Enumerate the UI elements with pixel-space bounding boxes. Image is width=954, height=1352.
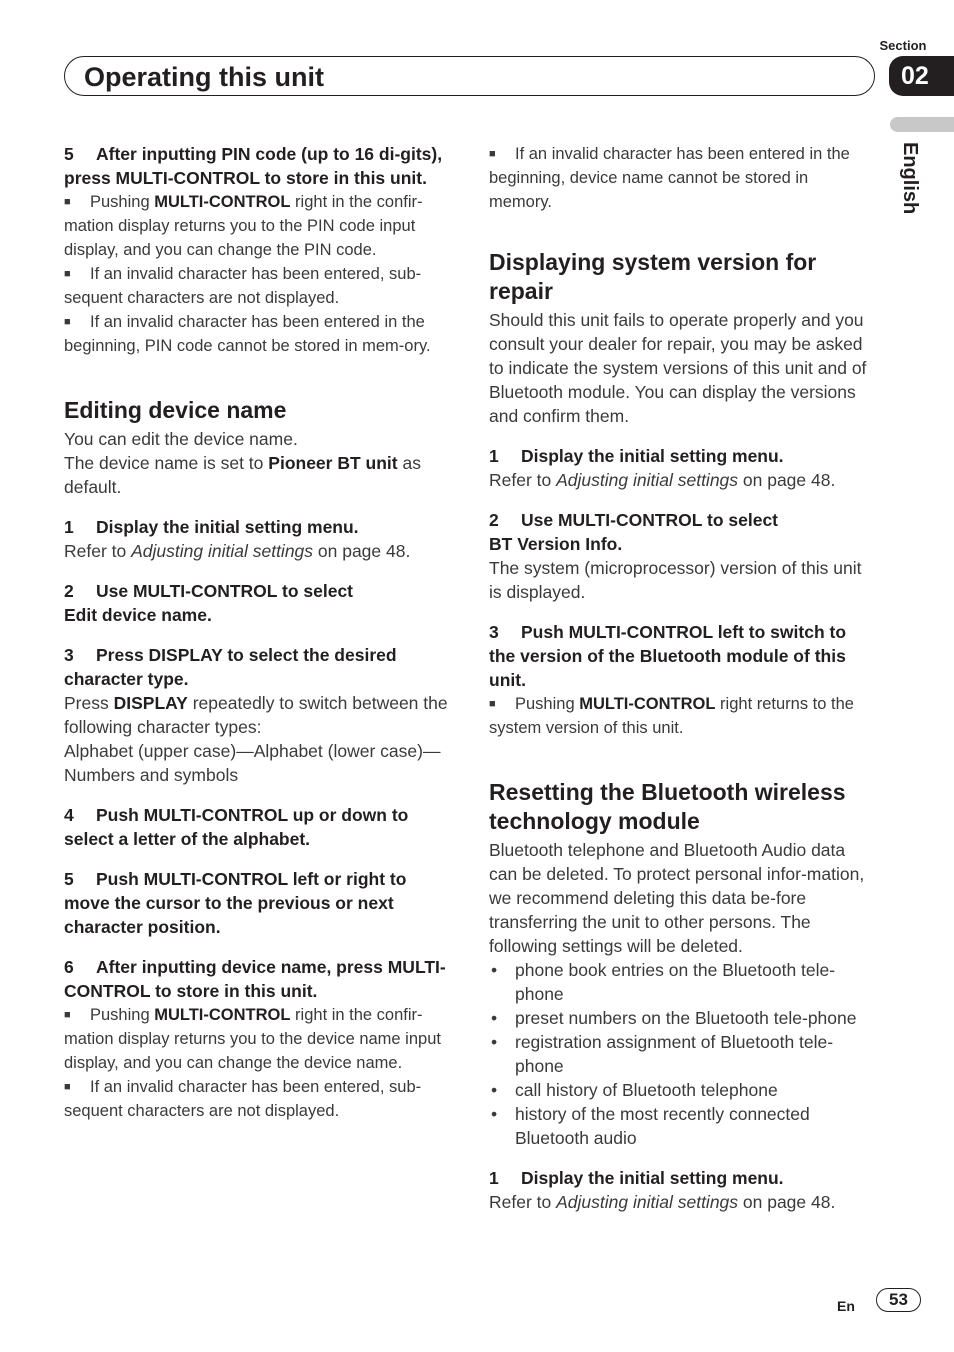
section-badge: 02: [889, 56, 954, 96]
note-text: right returns to the system version of this unit.: [489, 695, 854, 737]
note-text: If an invalid character has been entered in the beginning, PIN code cannot be stored in mem-ory.: [64, 313, 431, 355]
step-number: 3: [64, 645, 74, 665]
keyword: MULTI-CONTROL: [154, 193, 291, 211]
step-number: 4: [64, 805, 74, 825]
step: [64, 515, 450, 539]
note-text: Pushing: [90, 1006, 155, 1024]
step-text: Press DISPLAY to select the desired character type.: [64, 645, 397, 689]
step-text: After inputting device name, press MULTI-CONTROL to store in this unit.: [64, 957, 446, 1001]
body-text: Bluetooth telephone and Bluetooth Audio data can be deleted. To protect personal infor-mation, we recommend deleting this data be-fore transferring the unit to other persons. The following settings will be deleted.: [489, 840, 865, 956]
body-text-part: Refer to: [64, 541, 132, 561]
keyword: MULTI-CONTROL: [579, 695, 716, 713]
step: [64, 643, 450, 691]
body-text-part: Refer to: [489, 470, 557, 490]
reference-link: Adjusting initial settings: [556, 470, 739, 490]
square-bullet-icon: ■: [64, 1009, 71, 1021]
body-text-part: on page 48.: [738, 1192, 836, 1212]
note: [64, 190, 450, 262]
body-text-part: Press: [64, 693, 114, 713]
step: [64, 803, 450, 851]
step-number: 1: [489, 446, 499, 466]
left-column: [64, 142, 450, 1123]
note-text: If an invalid character has been entered in the beginning, device name cannot be stored in memory.: [489, 145, 850, 211]
step-text: Use MULTI-CONTROL to select: [521, 510, 779, 530]
step-text: Use MULTI-CONTROL to select: [96, 581, 354, 601]
step-number: 5: [64, 144, 74, 164]
step-text: Edit device name.: [64, 605, 212, 625]
body-text-part: on page 48.: [738, 470, 836, 490]
body-text-part: repeatedly to switch between the following character types:: [64, 693, 448, 737]
body-text: [64, 691, 450, 739]
section-heading: Resetting the Bluetooth wireless technology module: [489, 779, 846, 834]
list-item: • phone book entries on the Bluetooth tele-phone: [489, 958, 875, 1006]
body-text-part: Refer to: [489, 1192, 557, 1212]
step: [64, 579, 450, 627]
section-heading: Editing device name: [64, 397, 287, 423]
step-text: After inputting PIN code (up to 16 di-gits), press MULTI-CONTROL to store in this unit.: [64, 144, 443, 188]
step: [489, 1166, 875, 1190]
step: [489, 620, 875, 692]
body-text-part: as default.: [64, 453, 421, 497]
section-label: Section: [879, 38, 927, 53]
body-text: You can edit the device name.: [64, 429, 298, 449]
step-number: 2: [64, 581, 74, 601]
note-text: If an invalid character has been entered, sub-sequent characters are not displayed.: [64, 265, 422, 307]
list-item: • history of the most recently connected Bluetooth audio: [489, 1102, 875, 1150]
step-number: 1: [64, 517, 74, 537]
step-text: Push MULTI-CONTROL up or down to select a letter of the alphabet.: [64, 805, 409, 849]
body-text: Alphabet (upper case)—Alphabet (lower case)—Numbers and symbols: [64, 741, 441, 785]
square-bullet-icon: ■: [489, 148, 496, 160]
step-text: Push MULTI-CONTROL left or right to move the cursor to the previous or next character position.: [64, 869, 407, 937]
keyword: Pioneer BT unit: [268, 453, 398, 473]
note-text: right in the confir-mation display returns you to the device name input display, and you can change the device name.: [64, 1006, 441, 1072]
step-number: 1: [489, 1168, 499, 1188]
note: [489, 692, 875, 740]
note-text: If an invalid character has been entered, sub-sequent characters are not displayed.: [64, 1078, 422, 1120]
step-text: Push MULTI-CONTROL left to switch to the version of the Bluetooth module of this unit.: [489, 622, 847, 690]
square-bullet-icon: ■: [489, 698, 496, 710]
note: [64, 262, 450, 310]
body-text-part: on page 48.: [313, 541, 411, 561]
square-bullet-icon: ■: [64, 316, 71, 328]
step-number: 2: [489, 510, 499, 530]
language-tab: [890, 117, 954, 132]
keyword: MULTI-CONTROL: [154, 1006, 291, 1024]
square-bullet-icon: ■: [64, 196, 71, 208]
footer-language-code: En: [837, 1298, 855, 1314]
step-number: 6: [64, 957, 74, 977]
list-item: • registration assignment of Bluetooth tele-phone: [489, 1030, 875, 1078]
step: [489, 444, 875, 468]
section-heading: Displaying system version for repair: [489, 249, 817, 304]
note: [64, 1003, 450, 1075]
step-text: Display the initial setting menu.: [521, 446, 784, 466]
body-text-part: The device name is set to: [64, 453, 269, 473]
note: [64, 1075, 450, 1123]
step-text: Display the initial setting menu.: [521, 1168, 784, 1188]
list-item: • call history of Bluetooth telephone: [489, 1078, 875, 1102]
square-bullet-icon: ■: [64, 268, 71, 280]
body-text: The system (microprocessor) version of this unit is displayed.: [489, 558, 862, 602]
reference-link: Adjusting initial settings: [131, 541, 314, 561]
bullet-list: [489, 958, 875, 1150]
square-bullet-icon: ■: [64, 1081, 71, 1093]
language-label: English: [899, 142, 921, 215]
body-text: [64, 451, 450, 499]
reference-text: [64, 539, 450, 563]
note: [64, 310, 450, 358]
step-text: Display the initial setting menu.: [96, 517, 359, 537]
reference-text: [489, 468, 875, 492]
step: [64, 955, 450, 1003]
step-number: 5: [64, 869, 74, 889]
step: [64, 867, 450, 939]
step-text: BT Version Info.: [489, 534, 623, 554]
title-bar: [64, 56, 875, 96]
body-text: Should this unit fails to operate properly and you consult your dealer for repair, you may be asked to indicate the system versions of this unit and of Bluetooth module. You can display the versions and confirm them.: [489, 310, 867, 426]
reference-text: [489, 1190, 875, 1214]
step: [64, 142, 450, 190]
keyword: DISPLAY: [113, 693, 188, 713]
list-item: • preset numbers on the Bluetooth tele-phone: [489, 1006, 875, 1030]
step-number: 3: [489, 622, 499, 642]
step: [489, 508, 875, 556]
reference-link: Adjusting initial settings: [556, 1192, 739, 1212]
page-number: 53: [876, 1288, 921, 1312]
page-title: Operating this unit: [84, 62, 324, 92]
note: [489, 142, 875, 214]
note-text: Pushing: [515, 695, 580, 713]
right-column: [489, 142, 875, 1214]
note-text: Pushing: [90, 193, 155, 211]
note-text: right in the confir-mation display returns you to the PIN code input display, and you can change the PIN code.: [64, 193, 423, 259]
